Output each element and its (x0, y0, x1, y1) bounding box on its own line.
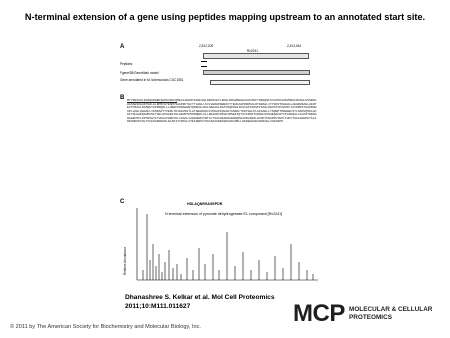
citation-line-1: Dhanashree S. Kelkar et al. Mol Cell Proteomics (125, 294, 275, 301)
citation-line-2: 2011;10:M111.011627 (125, 303, 191, 310)
row-peptides-label: Peptides (120, 62, 133, 66)
spectrum-peaks (143, 214, 313, 280)
page-title: N-terminal extension of a gene using peptides mapping upstream to an annotated start site. (24, 12, 426, 22)
coord-end: 2,513,044 (287, 44, 302, 48)
journal-name (349, 306, 432, 322)
spectrum-subtitle: N-terminal extension of pyruvate dehydrogenase E1 component [Rv2241] (165, 212, 283, 216)
annotated-bar (210, 80, 310, 85)
sequence-extension: MTVSHSASLRLNQGRHEPIEPSVAKFQ (127, 98, 178, 102)
genemark-bar (203, 70, 310, 75)
peptide-sequence: HDLAQNRSASEPDR (187, 202, 223, 206)
mcp-logo: MCP (293, 300, 345, 327)
journal-name-line-1: MOLECULAR & CELLULAR (349, 306, 433, 313)
citation (125, 293, 275, 311)
figure (117, 44, 327, 294)
row-annotated-label: Gene annotated in M. tuberculosis CDC1551 (120, 78, 184, 82)
row-genemodel-label: FgeneSB/GeneMark model (120, 71, 159, 75)
panel-a-label: A (120, 44, 125, 50)
sequence-body: MEALAGHRYGDAFAQLNRASVETLKDGLRRAHSEGEAAVFSRFTSRGQNFSVLPKDIHKVMRGFRFAHLGSSRAHHGSAESRAAKTGDLGLRPRFGYESPFSAGPRCTGFTTLDHLLSVLVERHPGWRAVTTEHFAAPRDPKALRTGRAGLVYYGPWTDGGHLLAEHDHSAGLAGVPEFTPSAALRASQHYAPPRQRLLLHSEFPRHAGWNTQNDLHLWSLSAHAGLPGAYNQPRLEIDAVAATADSKTSASLRGASTVPADVRLTAVDRPSTGAPDGWAPLLKELQHAAFLVKRKAAYTVEMLTDIDGVSGTLATAEGRGRVLVPDAPFQGAHTASGDLTPETGGLPLAIGAHLLTSQRPTMHWGEFSYLSKNVQSKLHADFTQLHHEQANPGSFTAELAPGAESTGLHWVRTPDPRQEPLKLLDDAARIPFGDIRSEAIQYSVFSNSTVWSDLDSSAEQAFWTTPLREQALLGLPDTDRAWNAGEFMFLDPTRSGVLTVHAAVGEKVKLIAAALVAQGGERVVWTLFTSAAVEAEHGRHGQPEAKEVAERLGIHPTFNARSVTEPLTHKVTGALRAHPETALAWPADDGPIRLYVGFDADGRGDLRLAPITIRAVLATEIDQPGYSATAKAGREFQHSADLMRLLHEKEEHSEKHHSVELVHIGRPR (127, 98, 317, 123)
gene-name: Rv2241 (247, 49, 258, 53)
y-axis-label: Relative Abundance (123, 246, 128, 276)
journal-name-line-2: PROTEOMICS (349, 314, 392, 321)
panel-c-label: C (120, 199, 125, 205)
peptide-marks (201, 61, 207, 67)
coord-start: 2,512,209 (199, 44, 214, 48)
panel-b-label: B (120, 95, 125, 101)
ms-spectrum (135, 204, 320, 284)
copyright: © 2011 by The American Society for Biochemistry and Molecular Biology, Inc. (10, 324, 201, 330)
protein-sequence (127, 99, 317, 124)
gene-model-bar (203, 53, 309, 59)
